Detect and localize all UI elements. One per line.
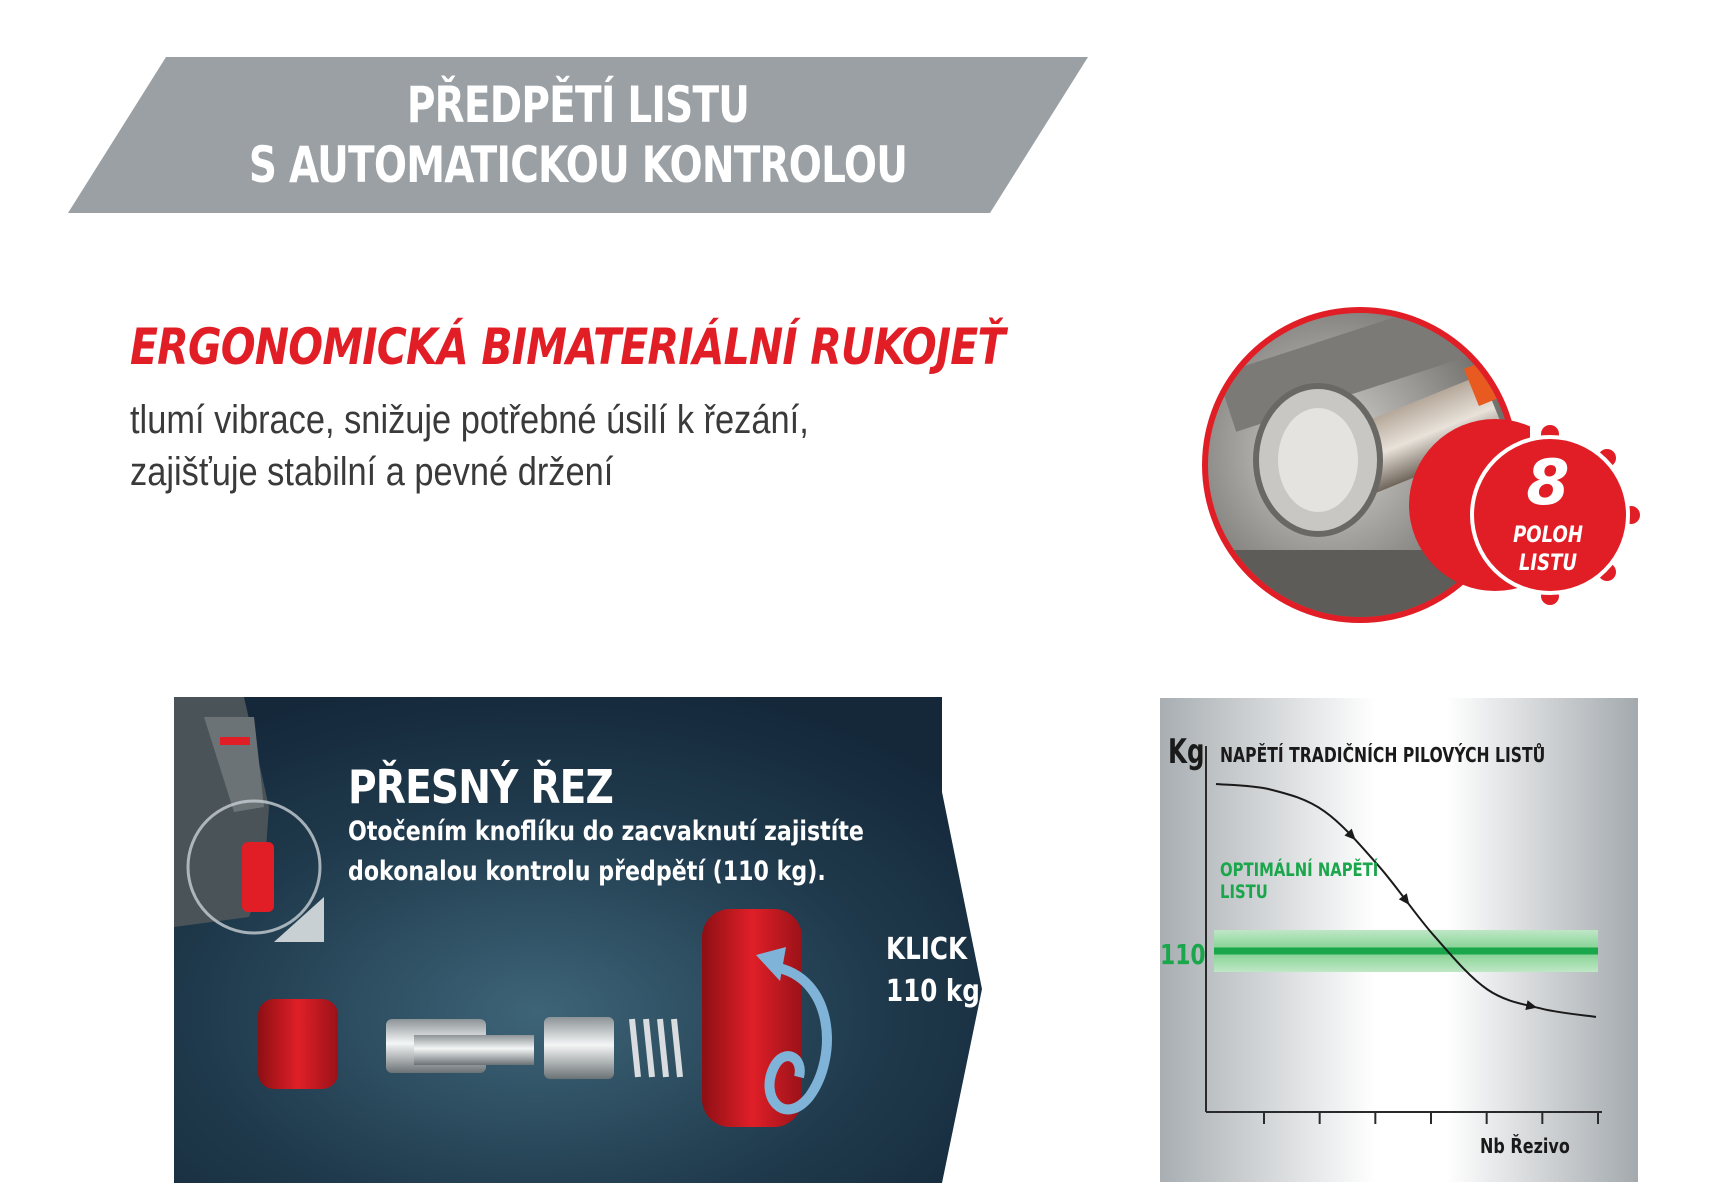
chart-optimal-label-line1: OPTIMÁLNÍ NAPĚTÍ [1220,859,1379,881]
handle-desc-line2: zajišťuje stabilní a pevné držení [130,450,614,494]
klick-value: 110 kg [886,974,980,1009]
chart-optimal-label-line2: LISTU [1220,881,1268,903]
handle-title: ERGONOMICKÁ BIMATERIÁLNÍ RUKOJEŤ [130,318,1005,376]
chart-x-label: Nb Řezivo [1480,1134,1570,1158]
badge-number: 8 [1526,446,1570,519]
header-title-line1: PŘEDPĚTÍ LISTU [406,76,750,134]
panel-desc-line2: dokonalou kontrolu předpětí (110 kg). [348,856,826,887]
header-title [180,57,976,213]
header-title-line2: S AUTOMATICKOU KONTROLOU [248,136,908,194]
badge-label-line2: LISTU [1518,551,1578,576]
chart-optimal-value: 110 [1160,938,1206,971]
chart-y-unit: Kg [1168,732,1205,772]
handle-desc-line1: tlumí vibrace, snižuje potřebné úsilí k řezání, [130,398,809,442]
panel-title: PŘESNÝ ŘEZ [348,760,613,814]
chart-title: NAPĚTÍ TRADIČNÍCH PILOVÝCH LISTŮ [1220,743,1546,767]
panel-desc-line1: Otočením knoflíku do zacvaknutí zajistíte [348,816,864,847]
tension-chart [1160,698,1638,1182]
klick-label: KLICK [886,932,968,967]
badge-label-line1: POLOH [1513,523,1583,548]
